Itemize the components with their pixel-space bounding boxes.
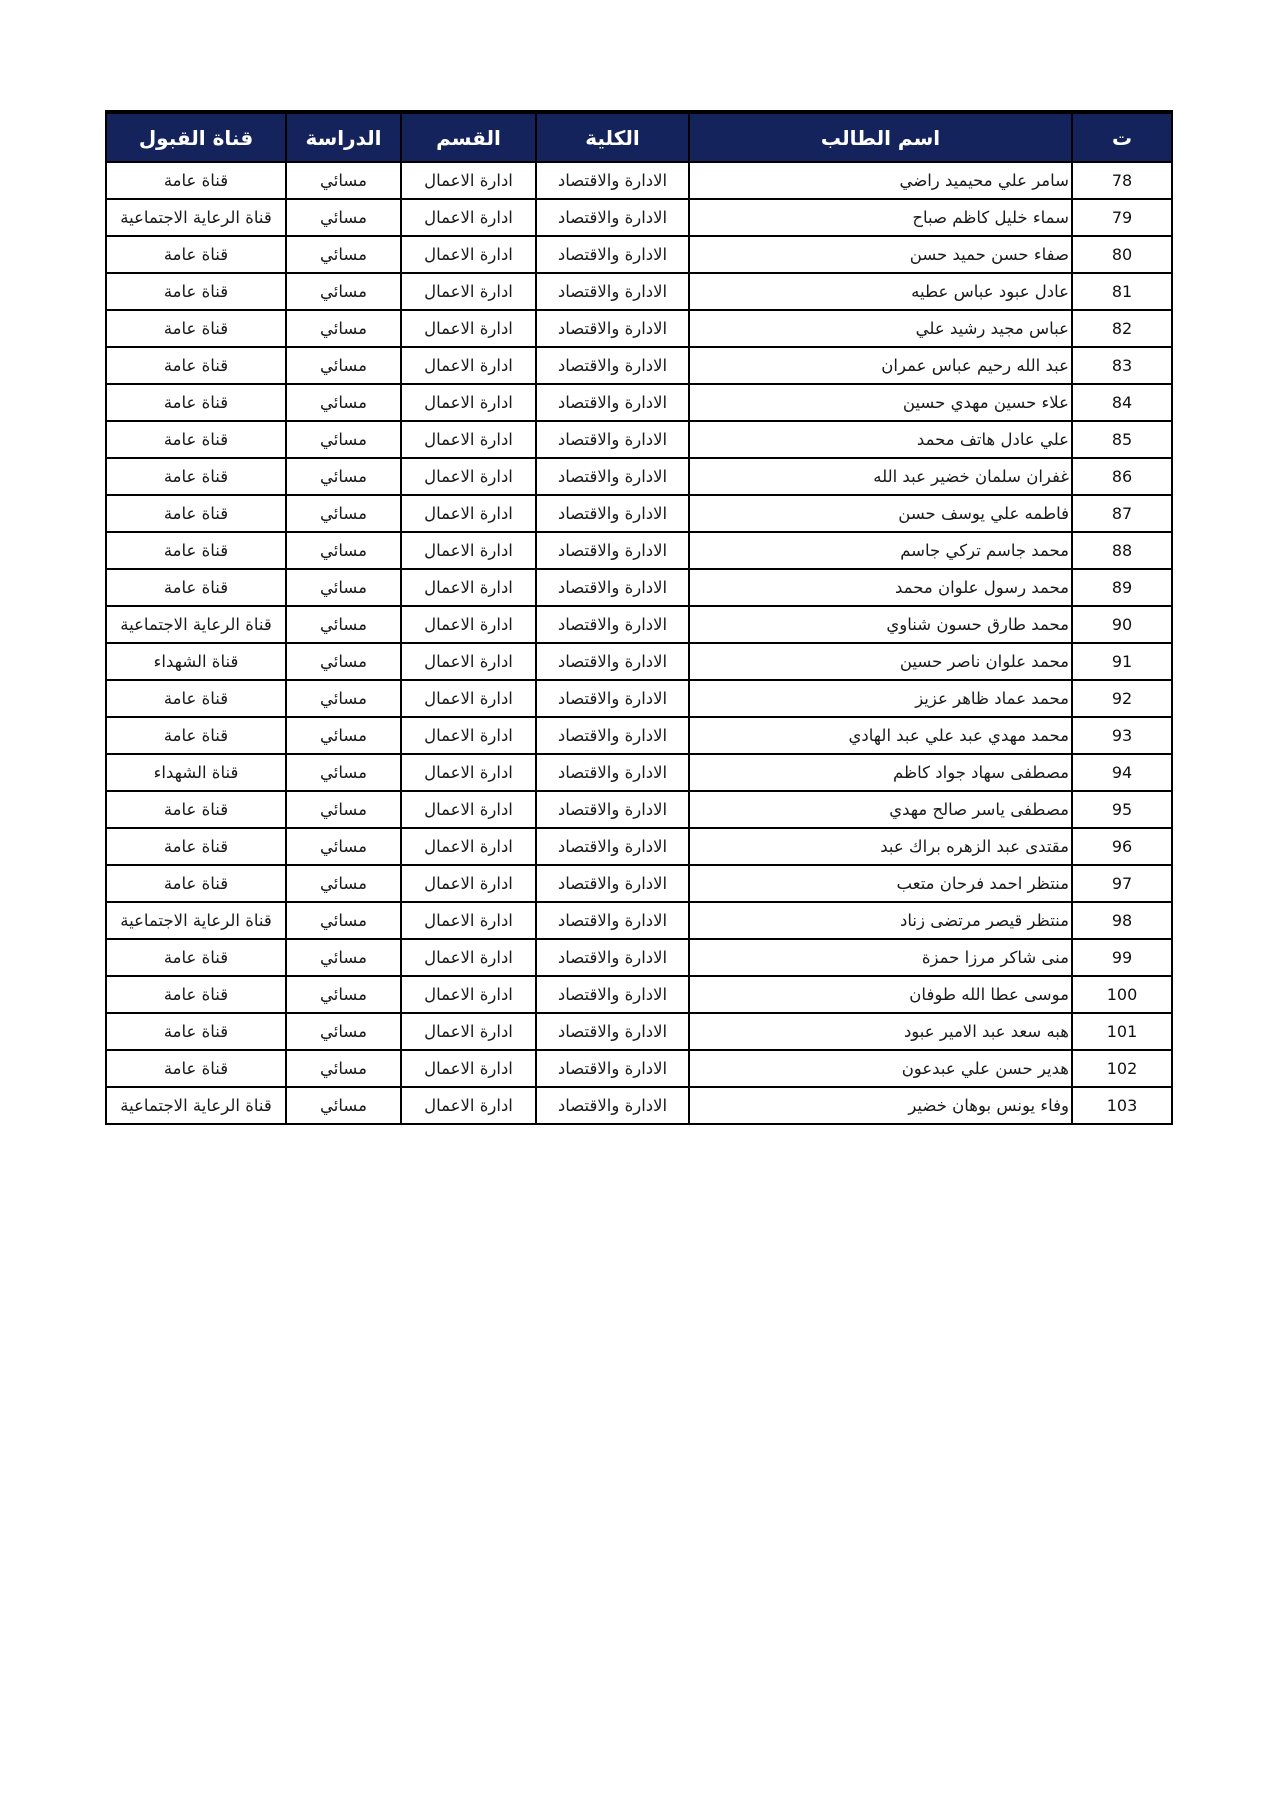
cell-index: 102 bbox=[1072, 1050, 1172, 1087]
cell-college: الادارة والاقتصاد bbox=[536, 902, 689, 939]
cell-name: محمد مهدي عبد علي عبد الهادي bbox=[689, 717, 1072, 754]
table-row bbox=[106, 828, 1172, 865]
cell-study: مسائي bbox=[286, 828, 401, 865]
cell-name: علي عادل هاتف محمد bbox=[689, 421, 1072, 458]
cell-study: مسائي bbox=[286, 199, 401, 236]
table-row bbox=[106, 865, 1172, 902]
cell-study: مسائي bbox=[286, 902, 401, 939]
table-row bbox=[106, 606, 1172, 643]
cell-index: 91 bbox=[1072, 643, 1172, 680]
cell-name: هبه سعد عبد الامير عبود bbox=[689, 1013, 1072, 1050]
cell-name: مصطفى ياسر صالح مهدي bbox=[689, 791, 1072, 828]
cell-index: 98 bbox=[1072, 902, 1172, 939]
cell-channel: قناة عامة bbox=[106, 384, 286, 421]
cell-department: ادارة الاعمال bbox=[401, 1050, 536, 1087]
cell-name: عباس مجيد رشيد علي bbox=[689, 310, 1072, 347]
cell-name: مصطفى سهاد جواد كاظم bbox=[689, 754, 1072, 791]
cell-channel: قناة عامة bbox=[106, 347, 286, 384]
cell-department: ادارة الاعمال bbox=[401, 1087, 536, 1124]
cell-channel: قناة عامة bbox=[106, 976, 286, 1013]
table-row bbox=[106, 1050, 1172, 1087]
cell-department: ادارة الاعمال bbox=[401, 421, 536, 458]
table-row bbox=[106, 1087, 1172, 1124]
table-row bbox=[106, 569, 1172, 606]
cell-index: 89 bbox=[1072, 569, 1172, 606]
table-body bbox=[106, 162, 1172, 1124]
cell-study: مسائي bbox=[286, 384, 401, 421]
cell-study: مسائي bbox=[286, 1087, 401, 1124]
cell-study: مسائي bbox=[286, 717, 401, 754]
cell-index: 93 bbox=[1072, 717, 1172, 754]
cell-index: 97 bbox=[1072, 865, 1172, 902]
cell-index: 100 bbox=[1072, 976, 1172, 1013]
cell-college: الادارة والاقتصاد bbox=[536, 606, 689, 643]
cell-name: محمد عماد ظاهر عزيز bbox=[689, 680, 1072, 717]
cell-name: صفاء حسن حميد حسن bbox=[689, 236, 1072, 273]
cell-channel: قناة الرعاية الاجتماعية bbox=[106, 606, 286, 643]
cell-college: الادارة والاقتصاد bbox=[536, 384, 689, 421]
table-row bbox=[106, 939, 1172, 976]
cell-index: 78 bbox=[1072, 162, 1172, 199]
cell-channel: قناة عامة bbox=[106, 865, 286, 902]
cell-channel: قناة عامة bbox=[106, 236, 286, 273]
column-header-channel: قناة القبول bbox=[106, 112, 286, 162]
cell-department: ادارة الاعمال bbox=[401, 347, 536, 384]
cell-name: منتظر قيصر مرتضى زناد bbox=[689, 902, 1072, 939]
students-table bbox=[105, 110, 1173, 1125]
cell-name: سامر علي محيميد راضي bbox=[689, 162, 1072, 199]
table-row bbox=[106, 236, 1172, 273]
cell-study: مسائي bbox=[286, 791, 401, 828]
cell-college: الادارة والاقتصاد bbox=[536, 236, 689, 273]
cell-name: علاء حسين مهدي حسين bbox=[689, 384, 1072, 421]
cell-name: غفران سلمان خضير عبد الله bbox=[689, 458, 1072, 495]
cell-department: ادارة الاعمال bbox=[401, 976, 536, 1013]
table-row bbox=[106, 791, 1172, 828]
cell-name: فاطمه علي يوسف حسن bbox=[689, 495, 1072, 532]
cell-channel: قناة الرعاية الاجتماعية bbox=[106, 199, 286, 236]
cell-name: هدير حسن علي عبدعون bbox=[689, 1050, 1072, 1087]
cell-study: مسائي bbox=[286, 532, 401, 569]
cell-study: مسائي bbox=[286, 458, 401, 495]
cell-name: محمد طارق حسون شناوي bbox=[689, 606, 1072, 643]
cell-department: ادارة الاعمال bbox=[401, 828, 536, 865]
cell-index: 103 bbox=[1072, 1087, 1172, 1124]
cell-name: منى شاكر مرزا حمزة bbox=[689, 939, 1072, 976]
cell-index: 84 bbox=[1072, 384, 1172, 421]
cell-index: 94 bbox=[1072, 754, 1172, 791]
table-row bbox=[106, 532, 1172, 569]
cell-index: 85 bbox=[1072, 421, 1172, 458]
cell-study: مسائي bbox=[286, 273, 401, 310]
cell-college: الادارة والاقتصاد bbox=[536, 421, 689, 458]
cell-college: الادارة والاقتصاد bbox=[536, 828, 689, 865]
cell-name: منتظر احمد فرحان متعب bbox=[689, 865, 1072, 902]
cell-study: مسائي bbox=[286, 1050, 401, 1087]
cell-index: 96 bbox=[1072, 828, 1172, 865]
cell-index: 88 bbox=[1072, 532, 1172, 569]
table-row bbox=[106, 643, 1172, 680]
table-row bbox=[106, 976, 1172, 1013]
cell-channel: قناة عامة bbox=[106, 532, 286, 569]
cell-college: الادارة والاقتصاد bbox=[536, 939, 689, 976]
column-header-study: الدراسة bbox=[286, 112, 401, 162]
table-row bbox=[106, 199, 1172, 236]
table-row bbox=[106, 717, 1172, 754]
cell-study: مسائي bbox=[286, 162, 401, 199]
cell-channel: قناة عامة bbox=[106, 569, 286, 606]
table-row bbox=[106, 421, 1172, 458]
cell-channel: قناة عامة bbox=[106, 162, 286, 199]
table-row bbox=[106, 384, 1172, 421]
cell-study: مسائي bbox=[286, 236, 401, 273]
cell-channel: قناة عامة bbox=[106, 828, 286, 865]
cell-college: الادارة والاقتصاد bbox=[536, 273, 689, 310]
table-row bbox=[106, 310, 1172, 347]
cell-index: 83 bbox=[1072, 347, 1172, 384]
column-header-name: اسم الطالب bbox=[689, 112, 1072, 162]
cell-channel: قناة عامة bbox=[106, 421, 286, 458]
cell-department: ادارة الاعمال bbox=[401, 532, 536, 569]
table-row bbox=[106, 347, 1172, 384]
table-row bbox=[106, 162, 1172, 199]
cell-index: 81 bbox=[1072, 273, 1172, 310]
cell-name: وفاء يونس بوهان خضير bbox=[689, 1087, 1072, 1124]
cell-department: ادارة الاعمال bbox=[401, 717, 536, 754]
cell-index: 82 bbox=[1072, 310, 1172, 347]
cell-college: الادارة والاقتصاد bbox=[536, 310, 689, 347]
cell-college: الادارة والاقتصاد bbox=[536, 1013, 689, 1050]
cell-study: مسائي bbox=[286, 1013, 401, 1050]
cell-college: الادارة والاقتصاد bbox=[536, 162, 689, 199]
cell-study: مسائي bbox=[286, 976, 401, 1013]
cell-college: الادارة والاقتصاد bbox=[536, 1050, 689, 1087]
cell-department: ادارة الاعمال bbox=[401, 902, 536, 939]
cell-department: ادارة الاعمال bbox=[401, 569, 536, 606]
cell-study: مسائي bbox=[286, 865, 401, 902]
cell-department: ادارة الاعمال bbox=[401, 1013, 536, 1050]
cell-name: سماء خليل كاظم صباح bbox=[689, 199, 1072, 236]
cell-channel: قناة عامة bbox=[106, 939, 286, 976]
cell-name: مقتدى عبد الزهره براك عبد bbox=[689, 828, 1072, 865]
cell-index: 90 bbox=[1072, 606, 1172, 643]
cell-study: مسائي bbox=[286, 643, 401, 680]
cell-college: الادارة والاقتصاد bbox=[536, 976, 689, 1013]
cell-college: الادارة والاقتصاد bbox=[536, 495, 689, 532]
cell-index: 86 bbox=[1072, 458, 1172, 495]
cell-name: محمد علوان ناصر حسين bbox=[689, 643, 1072, 680]
cell-department: ادارة الاعمال bbox=[401, 384, 536, 421]
cell-study: مسائي bbox=[286, 754, 401, 791]
cell-channel: قناة الشهداء bbox=[106, 643, 286, 680]
cell-channel: قناة الشهداء bbox=[106, 754, 286, 791]
cell-department: ادارة الاعمال bbox=[401, 680, 536, 717]
cell-college: الادارة والاقتصاد bbox=[536, 458, 689, 495]
cell-study: مسائي bbox=[286, 569, 401, 606]
cell-channel: قناة عامة bbox=[106, 273, 286, 310]
cell-college: الادارة والاقتصاد bbox=[536, 1087, 689, 1124]
cell-department: ادارة الاعمال bbox=[401, 236, 536, 273]
cell-department: ادارة الاعمال bbox=[401, 939, 536, 976]
cell-channel: قناة عامة bbox=[106, 1013, 286, 1050]
cell-index: 80 bbox=[1072, 236, 1172, 273]
cell-department: ادارة الاعمال bbox=[401, 754, 536, 791]
cell-channel: قناة الرعاية الاجتماعية bbox=[106, 902, 286, 939]
cell-channel: قناة عامة bbox=[106, 310, 286, 347]
cell-index: 101 bbox=[1072, 1013, 1172, 1050]
cell-index: 95 bbox=[1072, 791, 1172, 828]
cell-index: 87 bbox=[1072, 495, 1172, 532]
cell-channel: قناة عامة bbox=[106, 717, 286, 754]
cell-department: ادارة الاعمال bbox=[401, 495, 536, 532]
cell-study: مسائي bbox=[286, 680, 401, 717]
cell-department: ادارة الاعمال bbox=[401, 865, 536, 902]
cell-study: مسائي bbox=[286, 495, 401, 532]
cell-channel: قناة عامة bbox=[106, 791, 286, 828]
cell-department: ادارة الاعمال bbox=[401, 273, 536, 310]
cell-department: ادارة الاعمال bbox=[401, 199, 536, 236]
cell-study: مسائي bbox=[286, 310, 401, 347]
cell-channel: قناة عامة bbox=[106, 458, 286, 495]
cell-college: الادارة والاقتصاد bbox=[536, 569, 689, 606]
cell-college: الادارة والاقتصاد bbox=[536, 754, 689, 791]
cell-department: ادارة الاعمال bbox=[401, 606, 536, 643]
column-header-index: ت bbox=[1072, 112, 1172, 162]
cell-index: 99 bbox=[1072, 939, 1172, 976]
cell-name: محمد جاسم تركي جاسم bbox=[689, 532, 1072, 569]
cell-study: مسائي bbox=[286, 421, 401, 458]
cell-name: عبد الله رحيم عباس عمران bbox=[689, 347, 1072, 384]
cell-department: ادارة الاعمال bbox=[401, 162, 536, 199]
cell-department: ادارة الاعمال bbox=[401, 458, 536, 495]
column-header-department: القسم bbox=[401, 112, 536, 162]
cell-name: موسى عطا الله طوفان bbox=[689, 976, 1072, 1013]
cell-department: ادارة الاعمال bbox=[401, 310, 536, 347]
cell-college: الادارة والاقتصاد bbox=[536, 347, 689, 384]
cell-college: الادارة والاقتصاد bbox=[536, 791, 689, 828]
table-row bbox=[106, 273, 1172, 310]
cell-index: 92 bbox=[1072, 680, 1172, 717]
table-row bbox=[106, 495, 1172, 532]
cell-channel: قناة الرعاية الاجتماعية bbox=[106, 1087, 286, 1124]
cell-name: عادل عبود عباس عطيه bbox=[689, 273, 1072, 310]
students-table-container bbox=[107, 110, 1173, 1125]
table-row bbox=[106, 1013, 1172, 1050]
cell-college: الادارة والاقتصاد bbox=[536, 717, 689, 754]
cell-department: ادارة الاعمال bbox=[401, 643, 536, 680]
cell-name: محمد رسول علوان محمد bbox=[689, 569, 1072, 606]
header-row bbox=[106, 112, 1172, 162]
cell-college: الادارة والاقتصاد bbox=[536, 199, 689, 236]
cell-college: الادارة والاقتصاد bbox=[536, 643, 689, 680]
cell-study: مسائي bbox=[286, 606, 401, 643]
cell-study: مسائي bbox=[286, 939, 401, 976]
cell-college: الادارة والاقتصاد bbox=[536, 865, 689, 902]
cell-channel: قناة عامة bbox=[106, 680, 286, 717]
cell-study: مسائي bbox=[286, 347, 401, 384]
table-row bbox=[106, 902, 1172, 939]
cell-channel: قناة عامة bbox=[106, 495, 286, 532]
cell-college: الادارة والاقتصاد bbox=[536, 680, 689, 717]
cell-department: ادارة الاعمال bbox=[401, 791, 536, 828]
cell-index: 79 bbox=[1072, 199, 1172, 236]
column-header-college: الكلية bbox=[536, 112, 689, 162]
cell-college: الادارة والاقتصاد bbox=[536, 532, 689, 569]
table-row bbox=[106, 458, 1172, 495]
table-row bbox=[106, 680, 1172, 717]
cell-channel: قناة عامة bbox=[106, 1050, 286, 1087]
table-row bbox=[106, 754, 1172, 791]
